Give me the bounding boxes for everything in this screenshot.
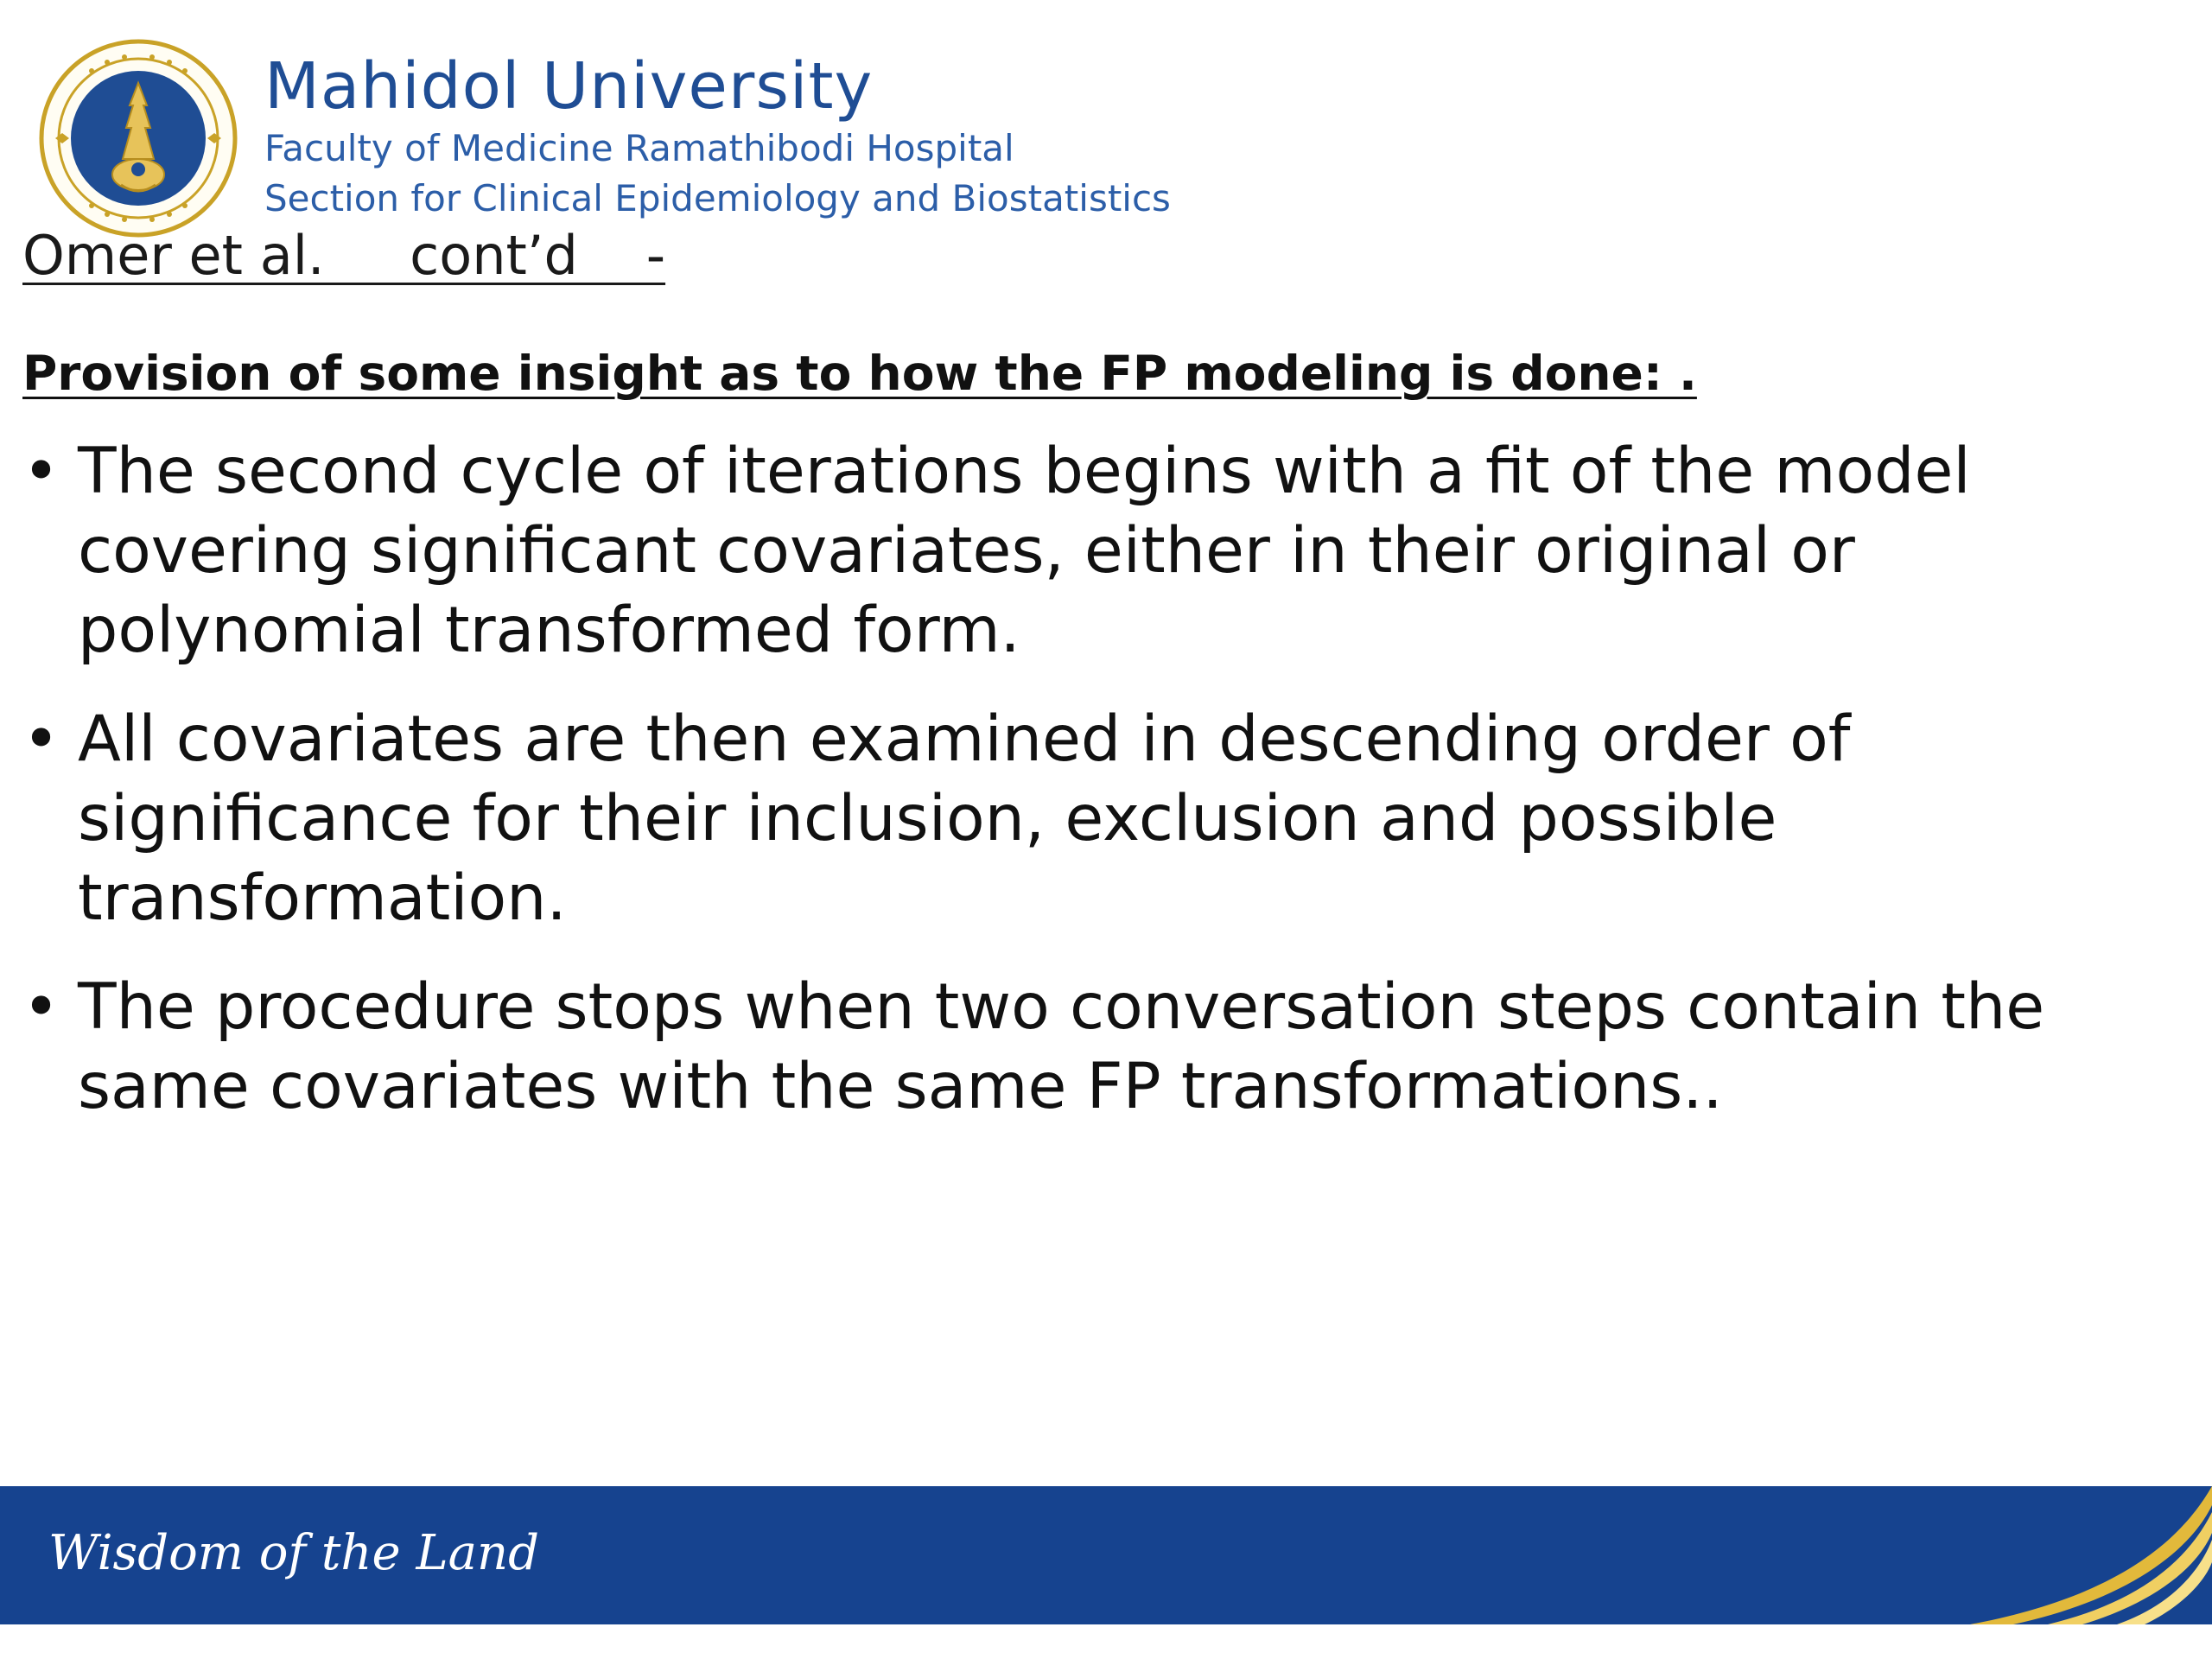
bullet-text: The second cycle of iterations begins with a fit of the model covering significant covariates, either in their original or polynomial transformed form. (78, 435, 1971, 667)
slide-title: Omer et al. cont’d - (22, 224, 666, 287)
faculty-name: Faculty of Medicine Ramathibodi Hospital (264, 127, 1014, 169)
bullet-item (22, 968, 2165, 1127)
bullet-icon: • (22, 970, 60, 1044)
bullet-icon: • (22, 435, 60, 508)
bullet-item (22, 432, 2165, 671)
footer-bar (0, 1486, 2212, 1624)
header (38, 38, 1248, 245)
bullet-list (22, 432, 2165, 1156)
gold-swoosh-decoration (1918, 1486, 2212, 1624)
footer-motto: Wisdom of the Land (48, 1525, 539, 1581)
university-seal-logo (38, 38, 238, 238)
bottom-strip (0, 1624, 2212, 1659)
bullet-icon: • (22, 702, 60, 776)
bullet-text: The procedure stops when two conversation steps contain the same covariates with the same FP transformations.. (78, 970, 2045, 1123)
section-name: Section for Clinical Epidemiology and Biostatistics (264, 177, 1171, 219)
university-name: Mahidol University (264, 49, 874, 124)
slide-subheading: Provision of some insight as to how the FP modeling is done: . (22, 346, 1697, 401)
bullet-text: All covariates are then examined in descending order of significance for their inclusion, exclusion and possible transformation. (78, 702, 1851, 935)
bullet-item (22, 700, 2165, 938)
